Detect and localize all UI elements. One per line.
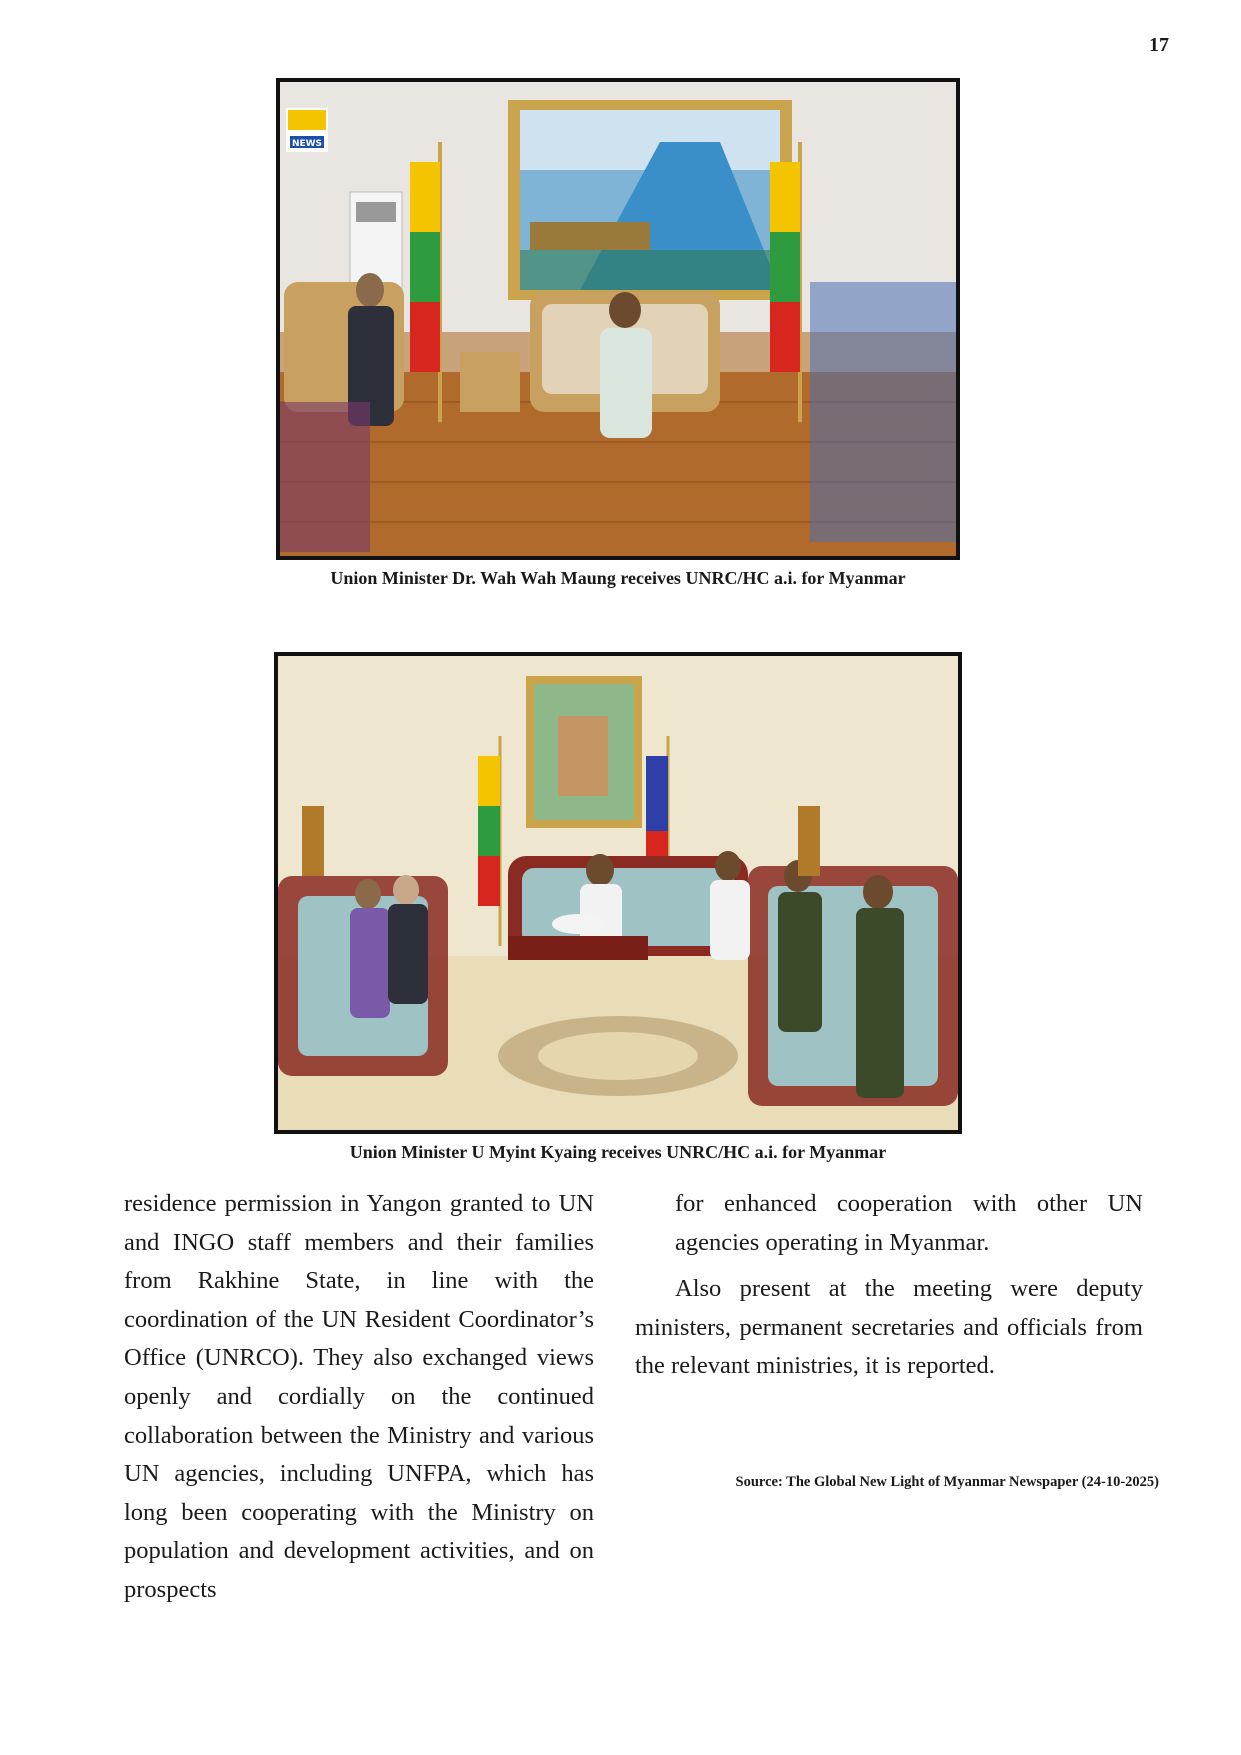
page-number: 17 xyxy=(1149,34,1169,56)
photo-1-caption: Union Minister Dr. Wah Wah Maung receives UNRC/HC a.i. for Myanmar xyxy=(330,568,906,588)
right-column-paragraph: Also present at the meeting were deputy ministers, permanent secretaries and officials from the relevant ministries, it is reported. xyxy=(635,1275,1143,1380)
tv-logo-text: NEWS xyxy=(291,139,323,149)
article-right-column xyxy=(635,1185,1143,1386)
right-column-continuation: for enhanced cooperation with other UN agencies operating in Myanmar. xyxy=(675,1190,1143,1256)
photo-meeting-wah-wah-maung xyxy=(276,78,960,560)
photo-1-illustration xyxy=(280,82,956,556)
photo-2-caption: Union Minister U Myint Kyaing receives UNRC/HC a.i. for Myanmar xyxy=(349,1142,887,1162)
article-source: Source: The Global New Light of Myanmar Newspaper (24-10-2025) xyxy=(735,1474,1159,1490)
photo-2-illustration xyxy=(278,656,958,1130)
article-left-column xyxy=(124,1185,594,1610)
left-column-paragraph: residence permission in Yangon granted to UN and INGO staff members and their families from Rakhine State, in line with the coordination of the UN Resident Coordinator’s Office (UNRCO). They also exchanged views openly and cordially on the continued collaboration between the Ministry and various UN agencies, including UNFPA, which has long been cooperating with the Ministry on population and development activities, and on prospects xyxy=(124,1190,594,1603)
photo-meeting-myint-kyaing xyxy=(274,652,962,1134)
